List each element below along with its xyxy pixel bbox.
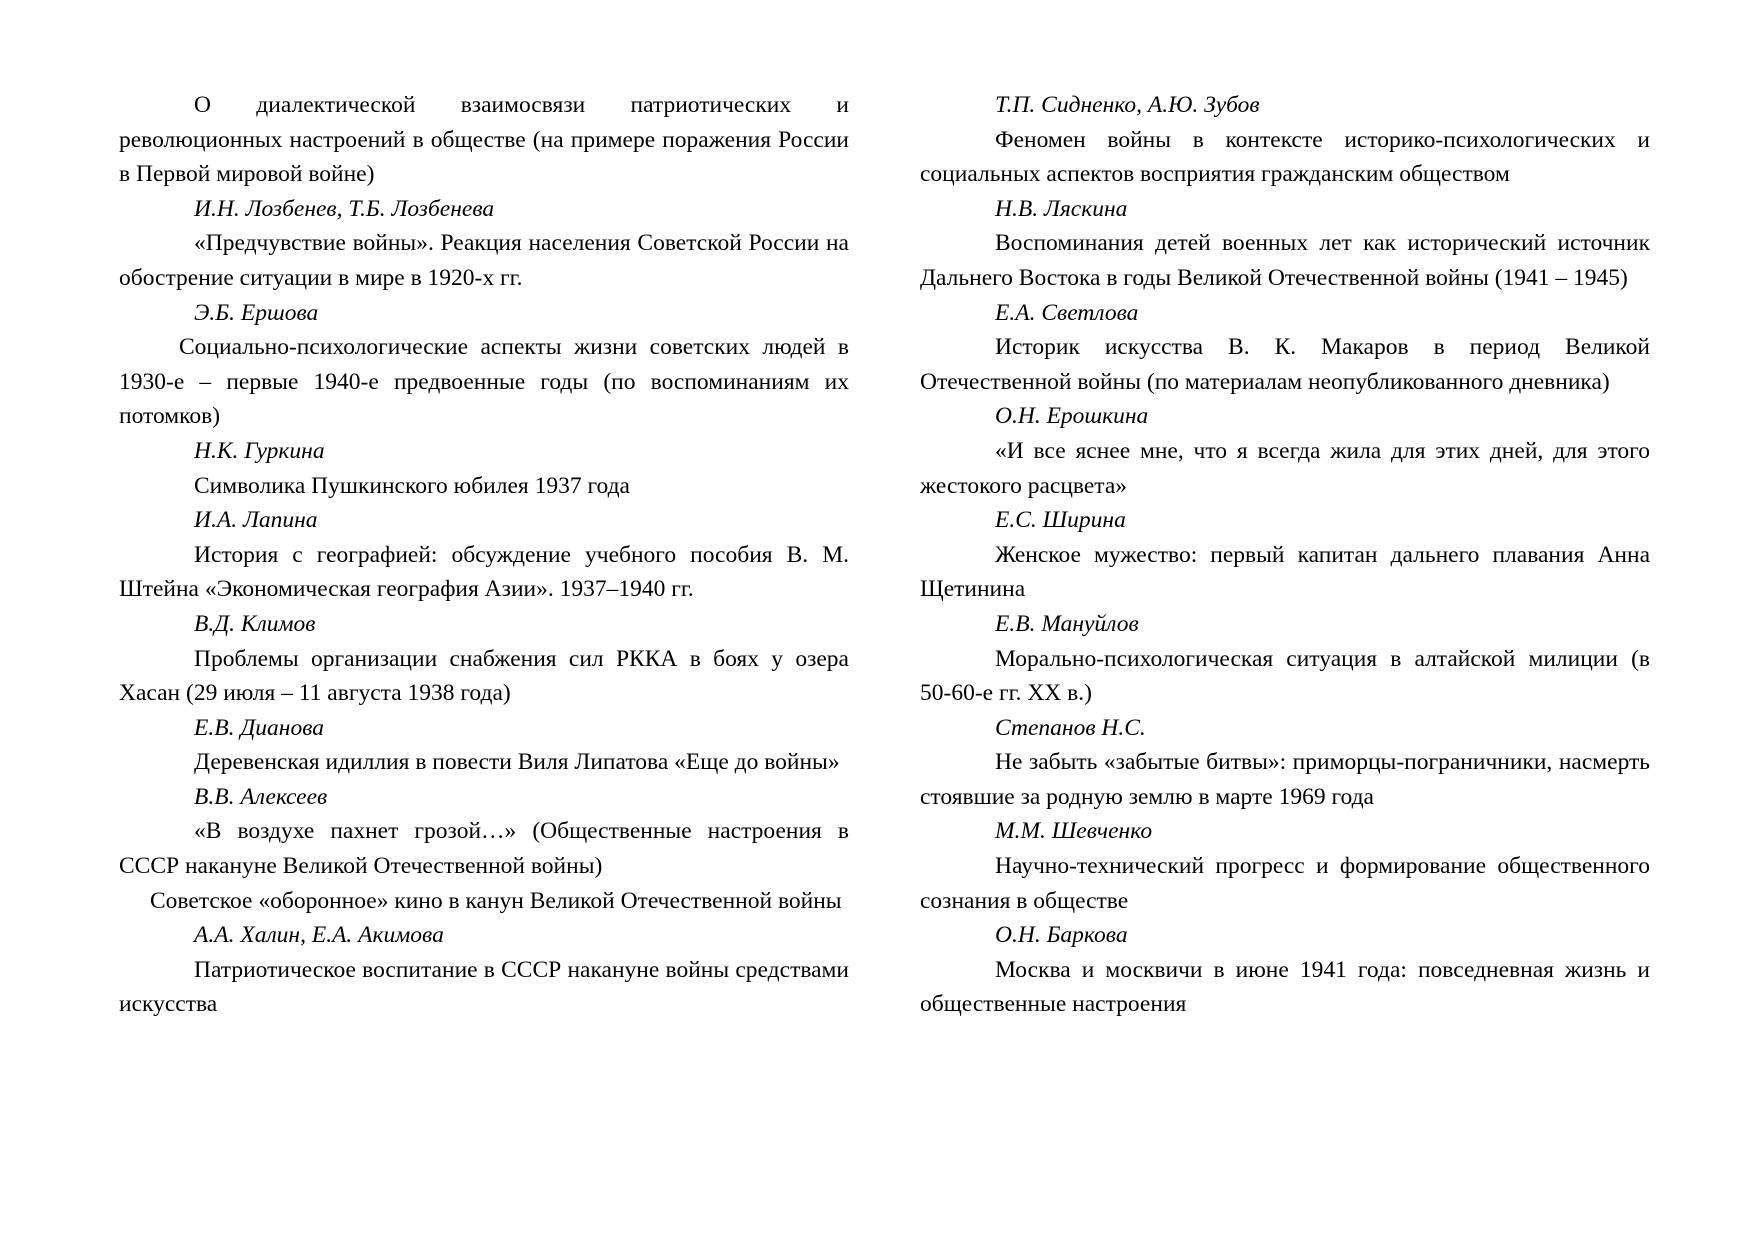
paper-title: Советское «оборонное» кино в канун Великой Отечественной войны xyxy=(150,887,842,914)
author-name: Е.А. Светлова xyxy=(995,299,1139,326)
right-column xyxy=(920,88,1650,1022)
paper-title: Патриотическое воспитание в СССР накануне войны средствами искусства xyxy=(119,956,849,1018)
paper-title: Морально-психологическая ситуация в алтайской милиции (в 50-60-е гг. XX в.) xyxy=(920,645,1650,707)
author-name: В.Д. Климов xyxy=(194,610,316,637)
author-name: А.А. Халин, Е.А. Акимова xyxy=(194,922,444,949)
paper-title: Воспоминания детей военных лет как исторический источник Дальнего Востока в годы Великой Отечественной войны (1941 – 1945) xyxy=(920,230,1650,291)
paper-title: Женское мужество: первый капитан дальнего плавания Анна Щетинина xyxy=(920,541,1650,603)
paper-title: Москва и москвичи в июне 1941 года: повседневная жизнь и общественные настроения xyxy=(920,956,1650,1018)
paper-title: Научно-технический прогресс и формирование общественного сознания в обществе xyxy=(920,853,1650,914)
author-name: И.А. Лапина xyxy=(194,507,318,534)
paper-title: История с географией: обсуждение учебного пособия В. М. Штейна «Экономическая география Азии». 1937–1940 гг. xyxy=(119,541,849,603)
author-name: М.М. Шевченко xyxy=(995,818,1153,845)
paper-title: Деревенская идиллия в повести Виля Липатова «Еще до войны» xyxy=(194,749,840,776)
author-name: Э.Б. Ершова xyxy=(194,299,319,326)
author-name: Степанов Н.С. xyxy=(995,714,1146,741)
paper-title: Не забыть «забытые битвы»: приморцы-пограничники, насмерть стоявшие за родную землю в марте 1969 года xyxy=(920,749,1650,810)
paper-title: «И все яснее мне, что я всегда жила для этих дней, для этого жестокого расцвета» xyxy=(920,437,1650,499)
author-name: Н.К. Гуркина xyxy=(194,437,325,464)
paper-title: «В воздухе пахнет грозой…» (Общественные настроения в СССР накануне Великой Отечественной войны) xyxy=(119,818,849,880)
paper-title: Историк искусства В. К. Макаров в период Великой Отечественной войны (по материалам неопубликованного дневника) xyxy=(920,334,1650,395)
author-name: Е.В. Дианова xyxy=(194,714,324,741)
paper-title: «Предчувствие войны». Реакция населения Советской России на обострение ситуации в мире в 1920-х гг. xyxy=(119,230,849,291)
paper-title: Проблемы организации снабжения сил РККА в боях у озера Хасан (29 июля – 11 августа 1938 года) xyxy=(119,645,849,707)
left-column xyxy=(119,88,849,1022)
author-name: О.Н. Ерошкина xyxy=(995,403,1149,430)
author-name: Е.В. Мануйлов xyxy=(995,610,1139,637)
author-name: О.Н. Баркова xyxy=(995,922,1128,949)
author-name: Н.В. Ляскина xyxy=(995,195,1128,222)
author-name: И.Н. Лозбенев, Т.Б. Лозбенева xyxy=(194,195,495,222)
author-name: Е.С. Ширина xyxy=(995,507,1126,534)
author-name: В.В. Алексеев xyxy=(194,783,328,810)
paper-title: Феномен войны в контексте историко-психологических и социальных аспектов восприятия гражданским обществом xyxy=(920,126,1650,188)
paper-title: Социально-психологические аспекты жизни советских людей в 1930-е – первые 1940-е предвоенные годы (по воспоминаниям их потомков) xyxy=(119,334,849,430)
paper-title: О диалектической взаимосвязи патриотических и революционных настроений в обществе (на примере поражения России в Первой мировой войне) xyxy=(119,92,849,188)
paper-title: Символика Пушкинского юбилея 1937 года xyxy=(194,472,630,499)
author-name: Т.П. Сидненко, А.Ю. Зубов xyxy=(995,92,1260,118)
